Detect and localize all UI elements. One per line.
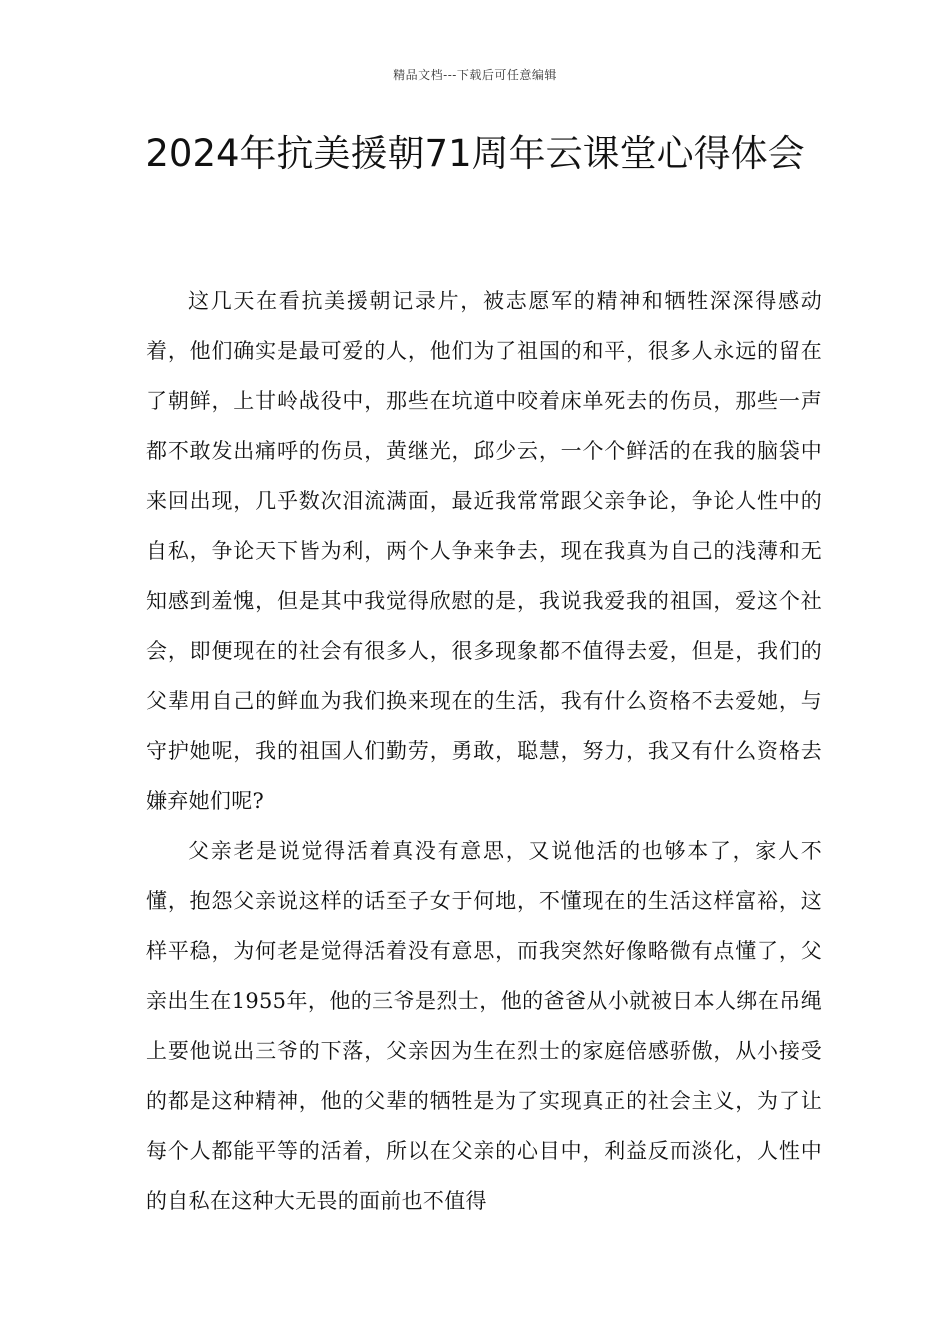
paragraph-1: 这几天在看抗美援朝记录片，被志愿军的精神和牺牲深深得感动着，他们确实是最可爱的人，他们为了祖国的和平，很多人永远的留在了朝鲜，上甘岭战役中，那些在坑道中咬着床单死去的伤员，那些一声都不敢发出痛呼的伤员，黄继光，邱少云，一个个鲜活的在我的脑袋中来回出现，几乎数次泪流满面，最近我常常跟父亲争论，争论人性中的自私，争论天下皆为利，两个人争来争去，现在我真为自己的浅薄和无知感到羞愧，但是其中我觉得欣慰的是，我说我爱我的祖国，爱这个社会，即便现在的社会有很多人，很多现象都不值得去爱，但是，我们的父辈用自己的鲜血为我们换来现在的生活，我有什么资格不去爱她，与守护她呢，我的祖国人们勤劳，勇敢，聪慧，努力，我又有什么资格去嫌弃她们呢? — [146, 289, 822, 813]
paragraph-2: 父亲老是说觉得活着真没有意思，又说他活的也够本了，家人不懂，抱怨父亲说这样的话至子女于何地，不懂现在的生活这样富裕，这样平稳，为何老是觉得活着没有意思，而我突然好像略微有点懂了，父亲出生在1955年，他的三爷是烈士，他的爸爸从小就被日本人绑在吊绳上要他说出三爷的下落，父亲因为生在烈士的家庭倍感骄傲，从小接受的都是这种精神，他的父辈的牺牲是为了实现真正的社会主义，为了让每个人都能平等的活着，所以在父亲的心目中，利益反而淡化，人性中的自私在这种大无畏的面前也不值得 — [146, 839, 822, 1213]
document-body — [146, 276, 822, 1226]
header-note: 精品文档---下载后可任意编辑 — [393, 68, 557, 82]
document-title: 2024年抗美援朝71周年云课堂心得体会 — [145, 132, 805, 175]
